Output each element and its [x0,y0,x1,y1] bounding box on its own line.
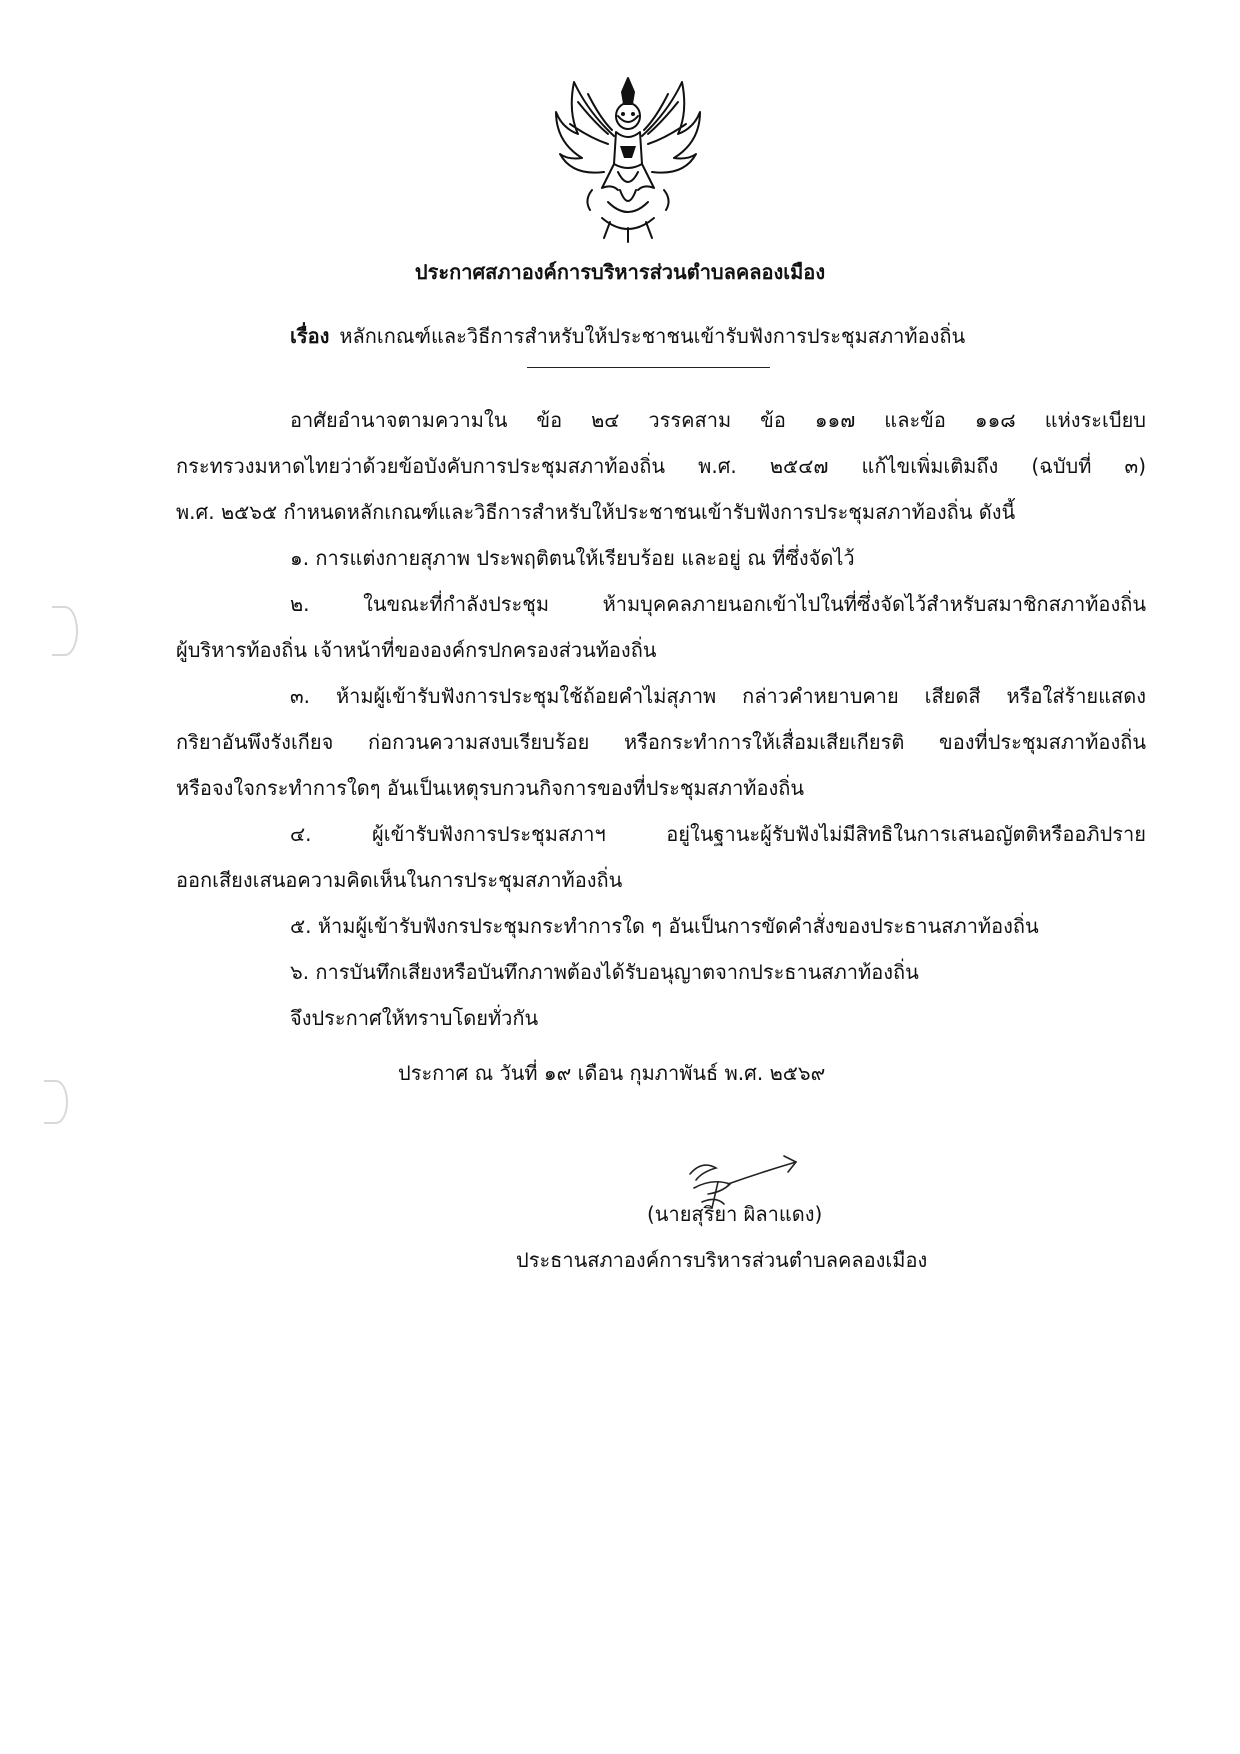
date-line: ประกาศ ณ วันที่ ๑๙ เดือน กุมภาพันธ์ พ.ศ. ๒๕๖๙ [398,1061,826,1085]
clause-2-line: ๒. ในขณะที่กำลังประชุม ห้ามบุคคลภายนอกเข้าไปในที่ซึ่งจัดไว้สำหรับสมาชิกสภาท้องถิ่น [290,592,1146,616]
clause-3-line: หรือจงใจกระทำการใดๆ อันเป็นเหตุรบกวนกิจการของที่ประชุมสภาท้องถิ่น [176,776,805,800]
clause-4-line: ๔. ผู้เข้ารับฟังการประชุมสภาฯ อยู่ในฐานะผู้รับฟังไม่มีสิทธิในการเสนอญัตติหรืออภิปราย [290,822,1146,846]
punch-hole-mark [52,606,78,656]
subject-line [290,320,965,352]
clause-2-line: ผู้บริหารท้องถิ่น เจ้าหน้าที่ขององค์กรปกครองส่วนท้องถิ่น [176,638,657,662]
closing-line: จึงประกาศให้ทราบโดยทั่วกัน [290,1006,539,1030]
clause-6-line: ๖. การบันทึกเสียงหรือบันทึกภาพต้องได้รับอนุญาตจากประธานสภาท้องถิ่น [290,960,919,984]
subject-label: เรื่อง [290,324,330,348]
intro-line: กระทรวงมหาดไทยว่าด้วยข้อบังคับการประชุมสภาท้องถิ่น พ.ศ. ๒๕๔๗ แก้ไขเพิ่มเติมถึง (ฉบับที่ ๓) [176,454,1146,478]
title-divider [527,367,770,368]
clause-1-line: ๑. การแต่งกายสุภาพ ประพฤติตนให้เรียบร้อย และอยู่ ณ ที่ซึ่งจัดไว้ [290,546,855,570]
garuda-emblem-icon [548,72,708,244]
intro-line: พ.ศ. ๒๕๖๕ กำหนดหลักเกณฑ์และวิธีการสำหรับให้ประชาชนเข้ารับฟังการประชุมสภาท้องถิ่น ดังนี้ [176,500,1016,524]
punch-hole-mark [44,1080,68,1124]
subject-text: หลักเกณฑ์และวิธีการสำหรับให้ประชาชนเข้ารับฟังการประชุมสภาท้องถิ่น [339,324,966,348]
intro-line: อาศัยอำนาจตามความใน ข้อ ๒๔ วรรคสาม ข้อ ๑๑๗ และข้อ ๑๑๘ แห่งระเบียบ [290,408,1146,432]
clause-4-line: ออกเสียงเสนอความคิดเห็นในการประชุมสภาท้องถิ่น [176,868,623,892]
signatory-name: (นายสุริยา ผิลาแดง) [647,1202,823,1226]
clause-3-line: ๓. ห้ามผู้เข้ารับฟังการประชุมใช้ถ้อยคำไม่สุภาพ กล่าวคำหยาบคาย เสียดสี หรือใส่ร้ายแสดง [290,684,1146,708]
clause-3-line: กริยาอันพึงรังเกียจ ก่อกวนความสงบเรียบร้อย หรือกระทำการให้เสื่อมเสียเกียรติ ของที่ประชุมสภาท้องถิ่น [176,730,1146,754]
signatory-position: ประธานสภาองค์การบริหารส่วนตำบลคลองเมือง [516,1248,928,1272]
announcement-title: ประกาศสภาองค์การบริหารส่วนตำบลคลองเมือง [414,260,826,284]
clause-5-line: ๕. ห้ามผู้เข้ารับฟังกรประชุมกระทำการใด ๆ อันเป็นการขัดคำสั่งของประธานสภาท้องถิ่น [290,914,1039,938]
